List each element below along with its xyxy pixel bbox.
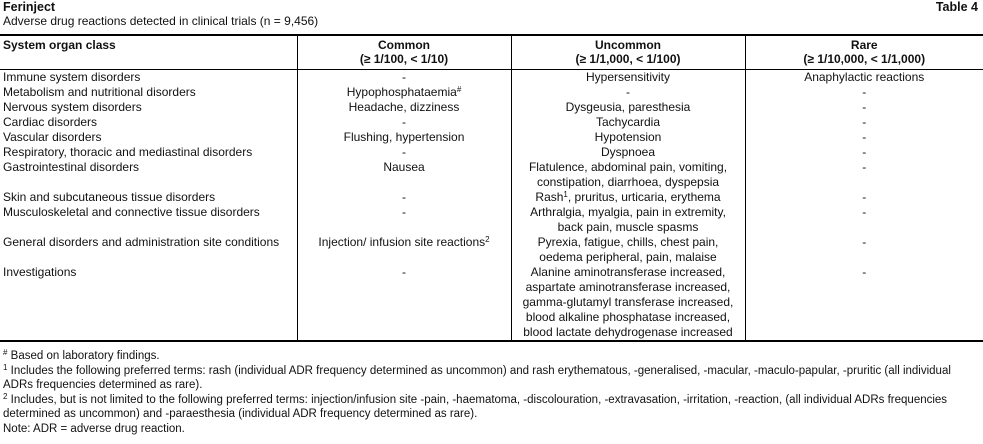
product-name: Ferinject: [3, 0, 56, 14]
common-cell: -: [297, 145, 511, 160]
uncommon-cell: [511, 205, 745, 235]
common-cell: Headache, dizziness: [297, 100, 511, 115]
column-header-common: [297, 35, 511, 70]
uncommon-cell: [511, 235, 745, 265]
cell-line: oedema peripheral, pain, malaise: [539, 250, 717, 264]
soc-cell: General disorders and administration site conditions: [3, 235, 280, 249]
uncommon-cell: Hypersensitivity: [511, 70, 745, 86]
footnotes: [3, 349, 978, 436]
soc-cell: Immune system disorders: [3, 70, 141, 84]
cell-line: Alanine aminotransferase increased,: [530, 265, 726, 279]
column-subtitle: (≥ 1/10,000, < 1/1,000): [803, 52, 926, 66]
footnote-text: Includes, but is not limited to the following preferred terms: injection/infusion site -pain, -haematoma, -discolouration, -extravasation, -irritation, -reaction, (all individual ADRs frequencies determined as uncommon) and -paraesthesia (individual ADR frequency determined as rare).: [3, 393, 948, 420]
soc-cell: Musculoskeletal and connective tissue disorders: [3, 205, 260, 219]
common-cell: -: [297, 115, 511, 130]
cell-line: Flatulence, abdominal pain, vomiting,: [528, 160, 728, 174]
cell-line: back pain, muscle spasms: [557, 220, 699, 234]
cell-line: Arthralgia, myalgia, pain in extremity,: [530, 205, 726, 219]
uncommon-cell: Tachycardia: [511, 115, 745, 130]
footnote-marker: #: [456, 85, 462, 94]
common-cell: -: [297, 265, 511, 341]
column-header-rare: [745, 35, 983, 70]
table-row: [0, 265, 983, 341]
cell-line: aspartate aminotransferase increased,: [525, 280, 731, 294]
adr-table: [0, 34, 983, 342]
soc-cell: Respiratory, thoracic and mediastinal disorders: [3, 145, 253, 159]
table-row: [0, 115, 983, 130]
rare-cell: -: [745, 235, 983, 265]
footnote-marker: 1: [563, 190, 568, 199]
table-label: Table 4: [935, 0, 978, 14]
cell-text: , pruritus, urticaria, erythema: [567, 190, 721, 204]
rare-cell: -: [745, 145, 983, 160]
cell-line: blood alkaline phosphatase increased,: [525, 310, 731, 324]
column-title: Rare: [850, 38, 878, 52]
table-row: [0, 70, 983, 86]
uncommon-cell: [511, 160, 745, 190]
common-cell: Nausea: [297, 160, 511, 190]
table-row: [0, 130, 983, 145]
soc-cell: Metabolism and nutritional disorders: [3, 85, 196, 99]
uncommon-cell: Dysgeusia, paresthesia: [511, 100, 745, 115]
uncommon-cell: -: [511, 85, 745, 100]
column-title: System organ class: [3, 38, 116, 52]
rare-cell: -: [745, 205, 983, 235]
footnote-hash: [3, 349, 978, 364]
table-row: [0, 160, 983, 190]
rare-cell: -: [745, 100, 983, 115]
soc-cell: Vascular disorders: [3, 130, 102, 144]
table-header: [3, 0, 980, 30]
uncommon-cell: [511, 265, 745, 341]
cell-line: Pyrexia, fatigue, chills, chest pain,: [537, 235, 719, 249]
column-header-uncommon: [511, 35, 745, 70]
table-row: [0, 100, 983, 115]
table-row: [0, 205, 983, 235]
rare-cell: -: [745, 190, 983, 205]
soc-cell: Gastrointestinal disorders: [3, 160, 140, 174]
rare-cell: -: [745, 130, 983, 145]
cell-text: Rash: [535, 190, 564, 204]
common-cell: -: [297, 190, 511, 205]
column-subtitle: (≥ 1/1,000, < 1/100): [575, 52, 681, 66]
rare-cell: -: [745, 265, 983, 341]
rare-cell: -: [745, 115, 983, 130]
footnote-text: Based on laboratory findings.: [7, 350, 160, 362]
soc-cell: Investigations: [0, 265, 297, 341]
rare-cell: Anaphylactic reactions: [745, 70, 983, 86]
uncommon-cell: Dyspnoea: [511, 145, 745, 160]
common-cell: -: [297, 70, 511, 86]
cell-text: Hypophosphataemia: [346, 85, 457, 99]
cell-line: gamma-glutamyl transferase increased,: [522, 295, 734, 309]
footnote-marker: 1: [3, 362, 8, 372]
footnote-2: [3, 393, 978, 422]
table-row: [0, 145, 983, 160]
uncommon-cell: [511, 190, 745, 205]
table-row: [0, 190, 983, 205]
cell-text: Injection/ infusion site reactions: [318, 235, 486, 249]
table-row: [0, 235, 983, 265]
header-row: [0, 35, 983, 70]
column-subtitle: (≥ 1/100, < 1/10): [359, 52, 449, 66]
soc-cell: Skin and subcutaneous tissue disorders: [3, 190, 216, 204]
cell-line: blood lactate dehydrogenase increased: [523, 325, 733, 339]
footnote-marker: 2: [3, 391, 8, 401]
footnote-1: [3, 364, 978, 393]
common-cell: [297, 85, 511, 100]
table-row: [0, 85, 983, 100]
uncommon-cell: Hypotension: [511, 130, 745, 145]
abbreviation-note: Note: ADR = adverse drug reaction.: [3, 422, 185, 435]
table-caption: Adverse drug reactions detected in clinical trials (n = 9,456): [3, 14, 319, 28]
column-title: Uncommon: [595, 38, 661, 52]
common-cell: [297, 235, 511, 265]
footnote-text: Includes the following preferred terms: rash (individual ADR frequency determined as uncommon) and rash erythematous, -generalised, -macular, -maculo-papular, -pruritic (all individual ADRs frequencies determined as rare).: [3, 364, 951, 391]
footnote-marker: 2: [485, 235, 490, 244]
column-header-soc: [0, 35, 297, 70]
footnote-marker: #: [3, 348, 8, 357]
common-cell: -: [297, 205, 511, 235]
column-title: Common: [378, 38, 430, 52]
rare-cell: -: [745, 85, 983, 100]
soc-cell: Cardiac disorders: [3, 115, 98, 129]
common-cell: Flushing, hypertension: [297, 130, 511, 145]
soc-cell: Nervous system disorders: [3, 100, 142, 114]
cell-line: constipation, diarrhoea, dyspepsia: [536, 175, 720, 189]
rare-cell: -: [745, 160, 983, 190]
